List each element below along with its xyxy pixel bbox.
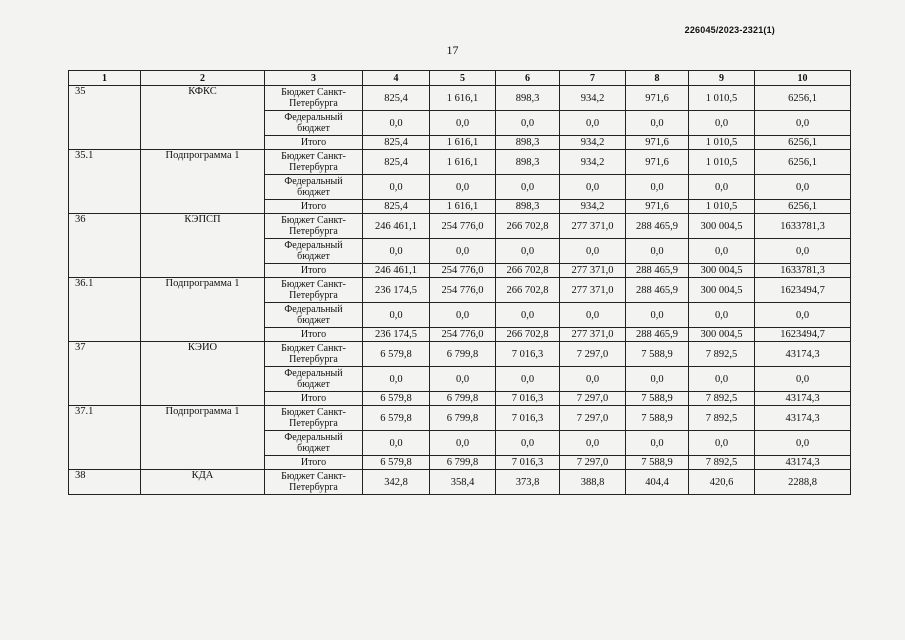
funding-source: Итого bbox=[265, 392, 363, 406]
value-cell: 898,3 bbox=[496, 86, 560, 111]
value-cell: 0,0 bbox=[363, 367, 430, 392]
value-cell: 0,0 bbox=[430, 367, 496, 392]
row-name: КЭПСП bbox=[141, 214, 265, 278]
value-cell: 1 616,1 bbox=[430, 200, 496, 214]
value-cell: 0,0 bbox=[626, 303, 689, 328]
value-cell: 6256,1 bbox=[755, 136, 851, 150]
value-cell: 6256,1 bbox=[755, 200, 851, 214]
value-cell: 246 461,1 bbox=[363, 264, 430, 278]
value-cell: 934,2 bbox=[560, 200, 626, 214]
value-cell: 825,4 bbox=[363, 136, 430, 150]
value-cell: 6 579,8 bbox=[363, 342, 430, 367]
value-cell: 1633781,3 bbox=[755, 214, 851, 239]
value-cell: 0,0 bbox=[363, 303, 430, 328]
value-cell: 971,6 bbox=[626, 150, 689, 175]
value-cell: 254 776,0 bbox=[430, 278, 496, 303]
value-cell: 7 892,5 bbox=[689, 456, 755, 470]
row-name: КДА bbox=[141, 470, 265, 495]
value-cell: 7 892,5 bbox=[689, 342, 755, 367]
value-cell: 236 174,5 bbox=[363, 328, 430, 342]
funding-source: Бюджет Санкт-Петербурга bbox=[265, 406, 363, 431]
funding-source: Бюджет Санкт-Петербурга bbox=[265, 342, 363, 367]
value-cell: 0,0 bbox=[689, 303, 755, 328]
funding-source: Бюджет Санкт-Петербурга bbox=[265, 150, 363, 175]
value-cell: 1 010,5 bbox=[689, 136, 755, 150]
value-cell: 277 371,0 bbox=[560, 214, 626, 239]
value-cell: 825,4 bbox=[363, 150, 430, 175]
value-cell: 7 297,0 bbox=[560, 392, 626, 406]
value-cell: 7 892,5 bbox=[689, 406, 755, 431]
funding-source: Федеральный бюджет bbox=[265, 239, 363, 264]
column-header: 1 bbox=[69, 71, 141, 86]
funding-source: Федеральный бюджет bbox=[265, 367, 363, 392]
value-cell: 7 016,3 bbox=[496, 456, 560, 470]
value-cell: 971,6 bbox=[626, 86, 689, 111]
value-cell: 288 465,9 bbox=[626, 328, 689, 342]
value-cell: 288 465,9 bbox=[626, 214, 689, 239]
column-header: 4 bbox=[363, 71, 430, 86]
value-cell: 0,0 bbox=[496, 367, 560, 392]
table-row bbox=[69, 150, 851, 175]
value-cell: 6256,1 bbox=[755, 86, 851, 111]
value-cell: 0,0 bbox=[430, 431, 496, 456]
value-cell: 6 799,8 bbox=[430, 456, 496, 470]
row-code: 36.1 bbox=[69, 278, 141, 342]
value-cell: 971,6 bbox=[626, 200, 689, 214]
value-cell: 1 616,1 bbox=[430, 136, 496, 150]
value-cell: 0,0 bbox=[689, 367, 755, 392]
value-cell: 300 004,5 bbox=[689, 214, 755, 239]
value-cell: 7 892,5 bbox=[689, 392, 755, 406]
table-row bbox=[69, 278, 851, 303]
value-cell: 898,3 bbox=[496, 200, 560, 214]
value-cell: 0,0 bbox=[560, 239, 626, 264]
row-name: Подпрограмма 1 bbox=[141, 406, 265, 470]
value-cell: 898,3 bbox=[496, 136, 560, 150]
value-cell: 254 776,0 bbox=[430, 214, 496, 239]
column-header: 10 bbox=[755, 71, 851, 86]
column-header: 5 bbox=[430, 71, 496, 86]
value-cell: 1 616,1 bbox=[430, 86, 496, 111]
value-cell: 1 010,5 bbox=[689, 86, 755, 111]
value-cell: 0,0 bbox=[363, 111, 430, 136]
value-cell: 277 371,0 bbox=[560, 264, 626, 278]
value-cell: 0,0 bbox=[496, 239, 560, 264]
value-cell: 0,0 bbox=[560, 367, 626, 392]
page-number: 17 bbox=[446, 43, 459, 57]
value-cell: 0,0 bbox=[496, 431, 560, 456]
funding-source: Федеральный бюджет bbox=[265, 111, 363, 136]
column-header: 2 bbox=[141, 71, 265, 86]
value-cell: 0,0 bbox=[755, 303, 851, 328]
column-header: 9 bbox=[689, 71, 755, 86]
column-header: 3 bbox=[265, 71, 363, 86]
value-cell: 0,0 bbox=[755, 175, 851, 200]
column-header: 7 bbox=[560, 71, 626, 86]
value-cell: 0,0 bbox=[689, 175, 755, 200]
table-row bbox=[69, 86, 851, 111]
value-cell: 1623494,7 bbox=[755, 278, 851, 303]
value-cell: 43174,3 bbox=[755, 392, 851, 406]
value-cell: 934,2 bbox=[560, 150, 626, 175]
row-code: 37.1 bbox=[69, 406, 141, 470]
row-code: 35.1 bbox=[69, 150, 141, 214]
value-cell: 6 579,8 bbox=[363, 392, 430, 406]
value-cell: 934,2 bbox=[560, 86, 626, 111]
value-cell: 0,0 bbox=[689, 239, 755, 264]
value-cell: 300 004,5 bbox=[689, 278, 755, 303]
value-cell: 288 465,9 bbox=[626, 264, 689, 278]
value-cell: 1623494,7 bbox=[755, 328, 851, 342]
value-cell: 277 371,0 bbox=[560, 278, 626, 303]
value-cell: 266 702,8 bbox=[496, 214, 560, 239]
funding-source: Итого bbox=[265, 136, 363, 150]
value-cell: 6 799,8 bbox=[430, 342, 496, 367]
column-header: 6 bbox=[496, 71, 560, 86]
funding-source: Бюджет Санкт-Петербурга bbox=[265, 470, 363, 495]
funding-source: Итого bbox=[265, 456, 363, 470]
value-cell: 288 465,9 bbox=[626, 278, 689, 303]
value-cell: 1633781,3 bbox=[755, 264, 851, 278]
value-cell: 0,0 bbox=[560, 303, 626, 328]
table-row bbox=[69, 342, 851, 367]
value-cell: 0,0 bbox=[430, 175, 496, 200]
value-cell: 266 702,8 bbox=[496, 328, 560, 342]
value-cell: 266 702,8 bbox=[496, 264, 560, 278]
value-cell: 0,0 bbox=[496, 303, 560, 328]
value-cell: 971,6 bbox=[626, 136, 689, 150]
value-cell: 254 776,0 bbox=[430, 328, 496, 342]
value-cell: 0,0 bbox=[755, 239, 851, 264]
row-code: 38 bbox=[69, 470, 141, 495]
value-cell: 0,0 bbox=[755, 111, 851, 136]
value-cell: 0,0 bbox=[755, 367, 851, 392]
value-cell: 300 004,5 bbox=[689, 328, 755, 342]
header-row bbox=[69, 71, 851, 86]
value-cell: 358,4 bbox=[430, 470, 496, 495]
row-code: 37 bbox=[69, 342, 141, 406]
value-cell: 0,0 bbox=[430, 239, 496, 264]
value-cell: 0,0 bbox=[626, 239, 689, 264]
row-code: 35 bbox=[69, 86, 141, 150]
value-cell: 342,8 bbox=[363, 470, 430, 495]
table-row bbox=[69, 406, 851, 431]
value-cell: 0,0 bbox=[363, 431, 430, 456]
value-cell: 0,0 bbox=[626, 175, 689, 200]
value-cell: 0,0 bbox=[560, 111, 626, 136]
funding-source: Итого bbox=[265, 264, 363, 278]
value-cell: 0,0 bbox=[496, 111, 560, 136]
value-cell: 7 016,3 bbox=[496, 342, 560, 367]
funding-source: Федеральный бюджет bbox=[265, 431, 363, 456]
value-cell: 43174,3 bbox=[755, 342, 851, 367]
value-cell: 43174,3 bbox=[755, 406, 851, 431]
value-cell: 0,0 bbox=[689, 431, 755, 456]
value-cell: 420,6 bbox=[689, 470, 755, 495]
value-cell: 7 588,9 bbox=[626, 342, 689, 367]
value-cell: 7 016,3 bbox=[496, 406, 560, 431]
value-cell: 6 799,8 bbox=[430, 406, 496, 431]
table-row bbox=[69, 470, 851, 495]
table-row bbox=[69, 214, 851, 239]
value-cell: 825,4 bbox=[363, 86, 430, 111]
value-cell: 388,8 bbox=[560, 470, 626, 495]
value-cell: 6 579,8 bbox=[363, 456, 430, 470]
value-cell: 277 371,0 bbox=[560, 328, 626, 342]
value-cell: 6 579,8 bbox=[363, 406, 430, 431]
value-cell: 7 588,9 bbox=[626, 456, 689, 470]
value-cell: 373,8 bbox=[496, 470, 560, 495]
row-name: КЭИО bbox=[141, 342, 265, 406]
value-cell: 934,2 bbox=[560, 136, 626, 150]
value-cell: 254 776,0 bbox=[430, 264, 496, 278]
row-name: Подпрограмма 1 bbox=[141, 278, 265, 342]
value-cell: 246 461,1 bbox=[363, 214, 430, 239]
value-cell: 7 588,9 bbox=[626, 392, 689, 406]
row-name: Подпрограмма 1 bbox=[141, 150, 265, 214]
value-cell: 236 174,5 bbox=[363, 278, 430, 303]
value-cell: 0,0 bbox=[626, 431, 689, 456]
value-cell: 0,0 bbox=[560, 431, 626, 456]
table-body bbox=[69, 86, 851, 495]
value-cell: 2288,8 bbox=[755, 470, 851, 495]
row-name: КФКС bbox=[141, 86, 265, 150]
funding-source: Бюджет Санкт-Петербурга bbox=[265, 86, 363, 111]
funding-source: Федеральный бюджет bbox=[265, 175, 363, 200]
value-cell: 0,0 bbox=[430, 111, 496, 136]
value-cell: 7 016,3 bbox=[496, 392, 560, 406]
value-cell: 0,0 bbox=[496, 175, 560, 200]
value-cell: 0,0 bbox=[363, 175, 430, 200]
value-cell: 0,0 bbox=[626, 111, 689, 136]
value-cell: 6256,1 bbox=[755, 150, 851, 175]
column-header: 8 bbox=[626, 71, 689, 86]
value-cell: 0,0 bbox=[363, 239, 430, 264]
value-cell: 7 588,9 bbox=[626, 406, 689, 431]
value-cell: 0,0 bbox=[626, 367, 689, 392]
value-cell: 300 004,5 bbox=[689, 264, 755, 278]
value-cell: 0,0 bbox=[689, 111, 755, 136]
budget-table bbox=[68, 70, 851, 495]
value-cell: 0,0 bbox=[430, 303, 496, 328]
document-number: 226045/2023-2321(1) bbox=[684, 25, 775, 35]
value-cell: 43174,3 bbox=[755, 456, 851, 470]
value-cell: 1 010,5 bbox=[689, 200, 755, 214]
value-cell: 404,4 bbox=[626, 470, 689, 495]
value-cell: 0,0 bbox=[560, 175, 626, 200]
funding-source: Бюджет Санкт-Петербурга bbox=[265, 214, 363, 239]
row-code: 36 bbox=[69, 214, 141, 278]
value-cell: 1 616,1 bbox=[430, 150, 496, 175]
value-cell: 6 799,8 bbox=[430, 392, 496, 406]
value-cell: 825,4 bbox=[363, 200, 430, 214]
value-cell: 1 010,5 bbox=[689, 150, 755, 175]
funding-source: Бюджет Санкт-Петербурга bbox=[265, 278, 363, 303]
value-cell: 7 297,0 bbox=[560, 456, 626, 470]
value-cell: 7 297,0 bbox=[560, 342, 626, 367]
value-cell: 0,0 bbox=[755, 431, 851, 456]
value-cell: 898,3 bbox=[496, 150, 560, 175]
funding-source: Федеральный бюджет bbox=[265, 303, 363, 328]
funding-source: Итого bbox=[265, 328, 363, 342]
value-cell: 266 702,8 bbox=[496, 278, 560, 303]
value-cell: 7 297,0 bbox=[560, 406, 626, 431]
funding-source: Итого bbox=[265, 200, 363, 214]
